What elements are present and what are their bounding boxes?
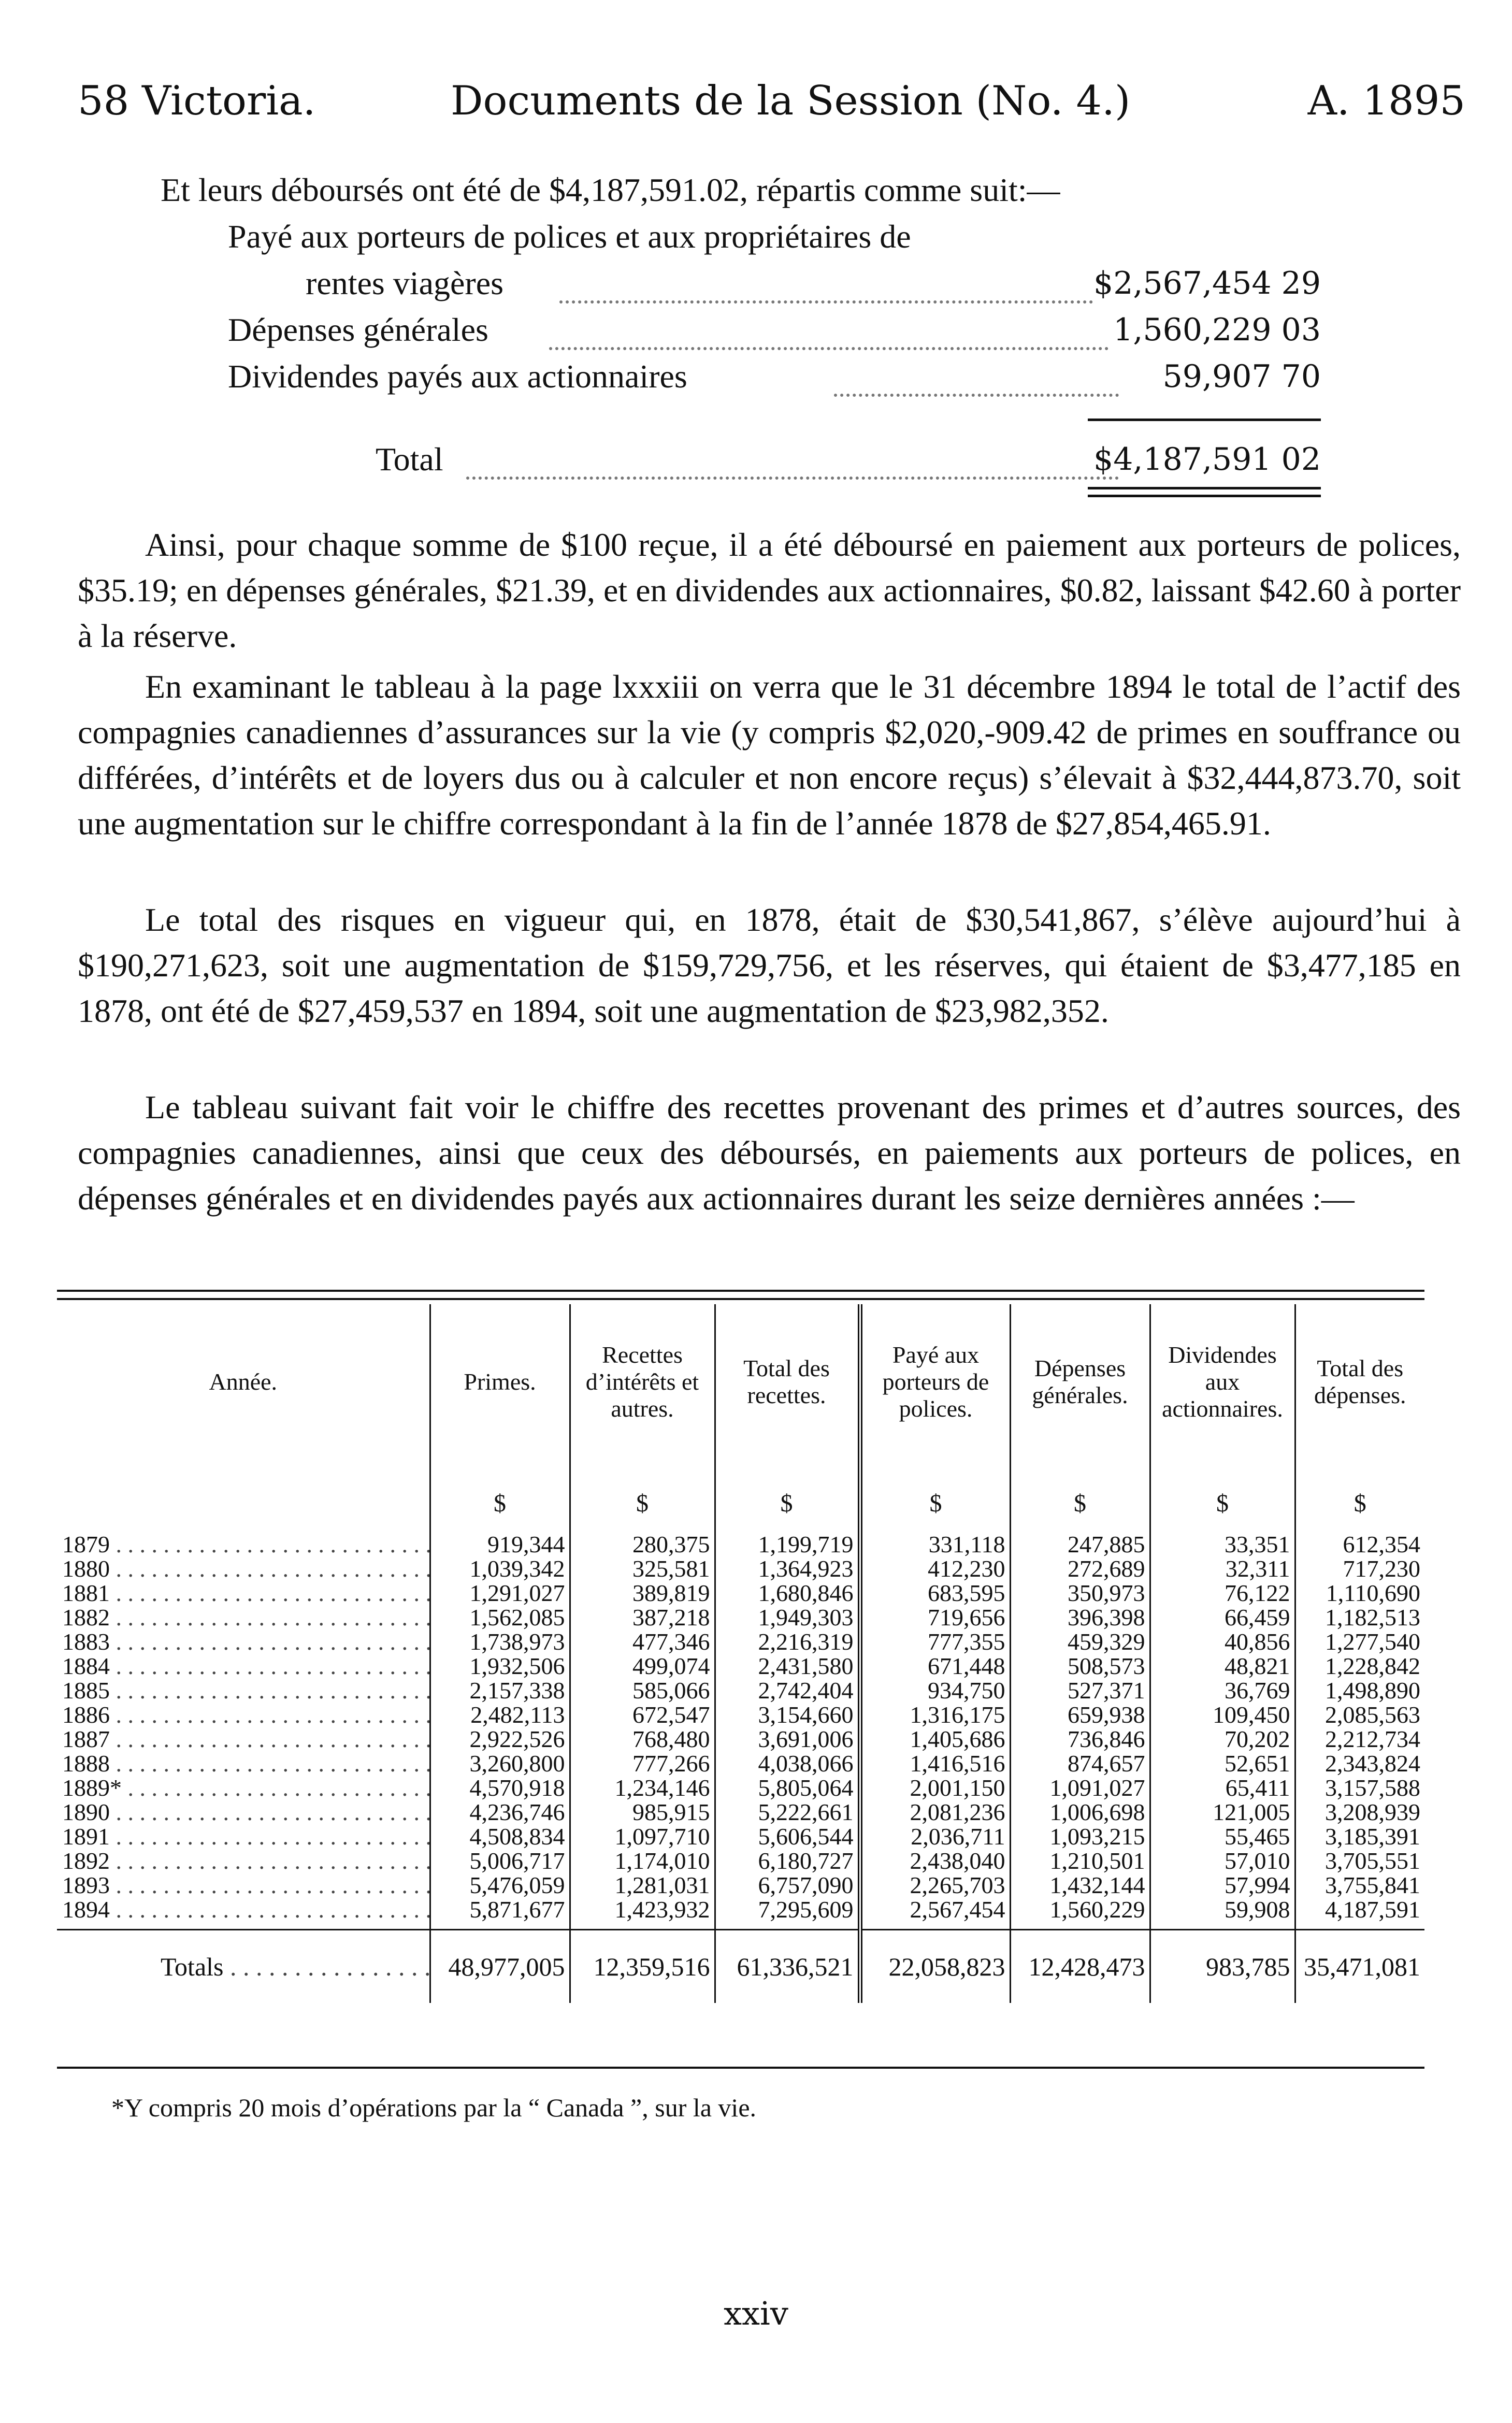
value-cell: 2,438,040 <box>860 1849 1010 1873</box>
expense-label: Payé aux porteurs de polices et aux propriétaires de <box>228 218 911 255</box>
value-cell: 325,581 <box>570 1556 715 1581</box>
currency-symbol: $ <box>430 1460 570 1532</box>
year-cell <box>57 1776 430 1800</box>
year-label: 1880 . . . <box>62 1556 430 1581</box>
value-cell: 1,110,690 <box>1295 1581 1424 1605</box>
value-cell: 2,001,150 <box>860 1776 1010 1800</box>
value-cell: 412,230 <box>860 1556 1010 1581</box>
value-cell: 65,411 <box>1150 1776 1295 1800</box>
table-row <box>57 1654 1424 1678</box>
col-header-year: Année. <box>209 1368 278 1395</box>
value-cell: 396,398 <box>1010 1605 1150 1629</box>
value-cell: 70,202 <box>1150 1727 1295 1751</box>
total-value-cell: 12,359,516 <box>570 1930 715 2003</box>
header-session: 58 Victoria. <box>78 78 316 124</box>
value-cell: 1,006,698 <box>1010 1800 1150 1824</box>
value-cell: 76,122 <box>1150 1581 1295 1605</box>
table-row <box>57 1776 1424 1800</box>
value-cell: 585,066 <box>570 1678 715 1703</box>
total-amount: $4,187,591 02 <box>1093 441 1321 478</box>
paragraph-risks: Le total des risques en vigueur qui, en 1878, était de $30,541,867, s’élève aujourd’hui à $190,271,623, soit une augmentation de $159,729,756, et les réserves, qui étaient de $3,477,185 en 1878, ont été de $27,459,537 en 1894, soit une augmentation de $23,982,352. <box>78 901 1461 1029</box>
total-value-cell: 983,785 <box>1150 1930 1295 2003</box>
table-row <box>57 1678 1424 1703</box>
value-cell: 1,932,506 <box>430 1654 570 1678</box>
table-header-row <box>57 1304 1424 1460</box>
col-header-paid-policyholders: Payé aux porteurs de polices. <box>860 1304 1010 1460</box>
value-cell: 2,216,319 <box>715 1629 860 1654</box>
value-cell: 1,423,932 <box>570 1897 715 1922</box>
sum-rule <box>1088 419 1321 421</box>
year-label: 1884 . . . <box>62 1654 430 1678</box>
value-cell: 459,329 <box>1010 1629 1150 1654</box>
value-cell: 6,757,090 <box>715 1873 860 1897</box>
value-cell: 659,938 <box>1010 1703 1150 1727</box>
value-cell: 1,097,710 <box>570 1824 715 1849</box>
value-cell: 33,351 <box>1150 1532 1295 1556</box>
header-title: Documents de la Session (No. 4.) <box>451 78 1131 124</box>
expense-label: Dividendes payés aux actionnaires <box>228 358 687 395</box>
value-cell: 1,405,686 <box>860 1727 1010 1751</box>
value-cell: 1,039,342 <box>430 1556 570 1581</box>
year-label: 1893 . . . <box>62 1873 430 1897</box>
value-cell: 66,459 <box>1150 1605 1295 1629</box>
intro-line: Et leurs déboursés ont été de $4,187,591.02, répartis comme suit:— <box>161 171 1060 208</box>
year-label: 1879 . . . <box>62 1532 430 1556</box>
value-cell: 1,316,175 <box>860 1703 1010 1727</box>
year-label: 1890 . . . <box>62 1800 430 1824</box>
table-row <box>57 1605 1424 1629</box>
value-cell: 2,567,454 <box>860 1897 1010 1922</box>
year-cell <box>57 1897 430 1922</box>
table-bottom-rule <box>57 2067 1424 2069</box>
expense-label: rentes viagères <box>306 265 504 301</box>
value-cell: 2,742,404 <box>715 1678 860 1703</box>
value-cell: 3,154,660 <box>715 1703 860 1727</box>
table-row <box>57 1873 1424 1897</box>
total-value-cell: 61,336,521 <box>715 1930 860 2003</box>
table-row <box>57 1532 1424 1556</box>
col-header-general-expenses: Dépenses générales. <box>1010 1304 1150 1460</box>
expense-breakdown <box>228 218 1321 435</box>
year-label: 1892 . . . <box>62 1849 430 1873</box>
col-header-total-expenses: Total des dépenses. <box>1295 1304 1424 1460</box>
value-cell: 3,755,841 <box>1295 1873 1424 1897</box>
value-cell: 1,182,513 <box>1295 1605 1424 1629</box>
value-cell: 671,448 <box>860 1654 1010 1678</box>
value-cell: 55,465 <box>1150 1824 1295 1849</box>
value-cell: 3,705,551 <box>1295 1849 1424 1873</box>
col-header-premiums: Primes. <box>430 1304 570 1460</box>
total-rule <box>1088 495 1321 497</box>
year-cell <box>57 1800 430 1824</box>
value-cell: 1,416,516 <box>860 1751 1010 1776</box>
value-cell: 874,657 <box>1010 1751 1150 1776</box>
value-cell: 6,180,727 <box>715 1849 860 1873</box>
value-cell: 508,573 <box>1010 1654 1150 1678</box>
value-cell: 1,228,842 <box>1295 1654 1424 1678</box>
value-cell: 1,277,540 <box>1295 1629 1424 1654</box>
total-value-cell: 22,058,823 <box>860 1930 1010 2003</box>
value-cell: 36,769 <box>1150 1678 1295 1703</box>
value-cell: 477,346 <box>570 1629 715 1654</box>
year-cell <box>57 1581 430 1605</box>
value-cell: 985,915 <box>570 1800 715 1824</box>
value-cell: 2,157,338 <box>430 1678 570 1703</box>
value-cell: 4,187,591 <box>1295 1897 1424 1922</box>
value-cell: 1,199,719 <box>715 1532 860 1556</box>
total-value-cell: 48,977,005 <box>430 1930 570 2003</box>
expense-amount: $2,567,454 29 <box>1093 265 1321 301</box>
currency-symbol: $ <box>1010 1460 1150 1532</box>
value-cell: 57,010 <box>1150 1849 1295 1873</box>
expense-total <box>228 440 1321 502</box>
header-year: A. 1895 <box>1307 78 1465 124</box>
value-cell: 612,354 <box>1295 1532 1424 1556</box>
dot-leader <box>549 347 1108 350</box>
year-cell <box>57 1629 430 1654</box>
year-cell <box>57 1824 430 1849</box>
table-row <box>57 1629 1424 1654</box>
value-cell: 919,344 <box>430 1532 570 1556</box>
value-cell: 4,038,066 <box>715 1751 860 1776</box>
value-cell: 1,562,085 <box>430 1605 570 1629</box>
expense-amount: 1,560,229 03 <box>1113 312 1321 348</box>
currency-symbol: $ <box>570 1460 715 1532</box>
table-row <box>57 1800 1424 1824</box>
value-cell: 3,208,939 <box>1295 1800 1424 1824</box>
value-cell: 272,689 <box>1010 1556 1150 1581</box>
col-header-interest: Recettes d’intérêts et autres. <box>570 1304 715 1460</box>
value-cell: 57,994 <box>1150 1873 1295 1897</box>
value-cell: 5,606,544 <box>715 1824 860 1849</box>
value-cell: 32,311 <box>1150 1556 1295 1581</box>
table-row <box>57 1703 1424 1727</box>
value-cell: 719,656 <box>860 1605 1010 1629</box>
total-rule <box>1088 487 1321 489</box>
spacer-row <box>57 1922 1424 1930</box>
total-label: Total <box>376 441 443 478</box>
col-header-dividends: Dividendes aux actionnaires. <box>1150 1304 1295 1460</box>
table-row <box>57 1751 1424 1776</box>
value-cell: 5,871,677 <box>430 1897 570 1922</box>
value-cell: 331,118 <box>860 1532 1010 1556</box>
value-cell: 2,431,580 <box>715 1654 860 1678</box>
currency-symbol: $ <box>1295 1460 1424 1532</box>
currency-symbol: $ <box>860 1460 1010 1532</box>
year-cell <box>57 1727 430 1751</box>
currency-row <box>57 1460 1424 1532</box>
value-cell: 777,266 <box>570 1751 715 1776</box>
value-cell: 4,508,834 <box>430 1824 570 1849</box>
paragraph-assets: En examinant le tableau à la page lxxxiii on verra que le 31 décembre 1894 le total de l’actif des compagnies canadiennes d’assurances sur la vie (y compris $2,020,-909.42 de primes en souffrance ou différées, d’intérêts et de loyers dus ou à calculer et non encore reçus) s’élevait à $32,444,873.70, soit une augmentation sur le chiffre correspondant à la fin de l’année 1878 de $27,854,465.91. <box>78 668 1461 842</box>
year-cell <box>57 1703 430 1727</box>
value-cell: 5,805,064 <box>715 1776 860 1800</box>
value-cell: 247,885 <box>1010 1532 1150 1556</box>
table-top-rule <box>57 1298 1424 1300</box>
currency-symbol: $ <box>1150 1460 1295 1532</box>
paragraph-table-intro: Le tableau suivant fait voir le chiffre des recettes provenant des primes et d’autres sources, des compagnies canadiennes, ainsi que ceux des déboursés, en paiements aux porteurs de polices, en dépenses générales et en dividendes payés aux actionnaires durant les seize dernières années :— <box>78 1089 1461 1217</box>
table-row <box>57 1824 1424 1849</box>
value-cell: 1,364,923 <box>715 1556 860 1581</box>
value-cell: 109,450 <box>1150 1703 1295 1727</box>
year-cell <box>57 1605 430 1629</box>
value-cell: 1,498,890 <box>1295 1678 1424 1703</box>
receipts-disbursements-table <box>57 1304 1424 2003</box>
value-cell: 934,750 <box>860 1678 1010 1703</box>
totals-label-text: Totals . . . <box>161 1952 430 1981</box>
currency-symbol: $ <box>715 1460 860 1532</box>
year-label: 1885 . . . <box>62 1678 430 1703</box>
year-label: 1883 . . . <box>62 1629 430 1654</box>
year-label: 1891 . . . <box>62 1824 430 1849</box>
value-cell: 52,651 <box>1150 1751 1295 1776</box>
value-cell: 1,234,146 <box>570 1776 715 1800</box>
value-cell: 777,355 <box>860 1629 1010 1654</box>
table-top-rule <box>57 1290 1424 1292</box>
value-cell: 1,738,973 <box>430 1629 570 1654</box>
total-value-cell: 12,428,473 <box>1010 1930 1150 2003</box>
value-cell: 387,218 <box>570 1605 715 1629</box>
footnote: *Y compris 20 mois d’opérations par la “ Canada ”, sur la vie. <box>111 2093 757 2122</box>
year-cell <box>57 1556 430 1581</box>
value-cell: 2,036,711 <box>860 1824 1010 1849</box>
value-cell: 5,006,717 <box>430 1849 570 1873</box>
total-value-cell: 35,471,081 <box>1295 1930 1424 2003</box>
value-cell: 1,281,031 <box>570 1873 715 1897</box>
page-header <box>78 78 1465 135</box>
dot-leader <box>834 394 1119 397</box>
value-cell: 768,480 <box>570 1727 715 1751</box>
value-cell: 48,821 <box>1150 1654 1295 1678</box>
year-cell <box>57 1751 430 1776</box>
value-cell: 4,236,746 <box>430 1800 570 1824</box>
value-cell: 2,343,824 <box>1295 1751 1424 1776</box>
year-cell <box>57 1654 430 1678</box>
value-cell: 1,210,501 <box>1010 1849 1150 1873</box>
value-cell: 2,212,734 <box>1295 1727 1424 1751</box>
value-cell: 5,222,661 <box>715 1800 860 1824</box>
value-cell: 1,174,010 <box>570 1849 715 1873</box>
col-header-total-receipts: Total des recettes. <box>715 1304 860 1460</box>
year-label: 1886 . . . <box>62 1703 430 1727</box>
year-label: 1888 . . . <box>62 1751 430 1776</box>
value-cell: 7,295,609 <box>715 1897 860 1922</box>
value-cell: 1,432,144 <box>1010 1873 1150 1897</box>
value-cell: 2,922,526 <box>430 1727 570 1751</box>
value-cell: 280,375 <box>570 1532 715 1556</box>
table-row <box>57 1849 1424 1873</box>
year-cell <box>57 1532 430 1556</box>
table-row <box>57 1727 1424 1751</box>
year-label: 1889* . . . <box>62 1776 430 1800</box>
value-cell: 4,570,918 <box>430 1776 570 1800</box>
year-label: 1882 . . . <box>62 1605 430 1629</box>
year-cell <box>57 1873 430 1897</box>
value-cell: 527,371 <box>1010 1678 1150 1703</box>
table-row <box>57 1897 1424 1922</box>
value-cell: 499,074 <box>570 1654 715 1678</box>
value-cell: 1,093,215 <box>1010 1824 1150 1849</box>
value-cell: 3,157,588 <box>1295 1776 1424 1800</box>
value-cell: 2,081,236 <box>860 1800 1010 1824</box>
value-cell: 2,265,703 <box>860 1873 1010 1897</box>
table-row <box>57 1556 1424 1581</box>
year-label: 1894 . . . <box>62 1897 430 1922</box>
value-cell: 2,085,563 <box>1295 1703 1424 1727</box>
value-cell: 1,560,229 <box>1010 1897 1150 1922</box>
expense-label: Dépenses générales <box>228 311 488 348</box>
value-cell: 389,819 <box>570 1581 715 1605</box>
year-cell <box>57 1849 430 1873</box>
table-row <box>57 1581 1424 1605</box>
value-cell: 1,291,027 <box>430 1581 570 1605</box>
value-cell: 1,091,027 <box>1010 1776 1150 1800</box>
value-cell: 2,482,113 <box>430 1703 570 1727</box>
value-cell: 3,185,391 <box>1295 1824 1424 1849</box>
value-cell: 5,476,059 <box>430 1873 570 1897</box>
value-cell: 717,230 <box>1295 1556 1424 1581</box>
year-label: 1881 . . . <box>62 1581 430 1605</box>
value-cell: 3,260,800 <box>430 1751 570 1776</box>
year-cell <box>57 1678 430 1703</box>
totals-row <box>57 1930 1424 2003</box>
value-cell: 1,949,303 <box>715 1605 860 1629</box>
value-cell: 672,547 <box>570 1703 715 1727</box>
paragraph-ratios: Ainsi, pour chaque somme de $100 reçue, il a été déboursé en paiement aux porteurs de polices, $35.19; en dépenses générales, $21.39, et en dividendes aux actionnaires, $0.82, laissant $42.60 à porter à la réserve. <box>78 526 1461 654</box>
year-label: 1887 . . . <box>62 1727 430 1751</box>
dot-leader <box>466 477 1119 480</box>
value-cell: 1,680,846 <box>715 1581 860 1605</box>
value-cell: 350,973 <box>1010 1581 1150 1605</box>
page-number: xxiv <box>724 2295 788 2332</box>
value-cell: 59,908 <box>1150 1897 1295 1922</box>
totals-label <box>57 1930 430 2003</box>
value-cell: 121,005 <box>1150 1800 1295 1824</box>
value-cell: 3,691,006 <box>715 1727 860 1751</box>
value-cell: 40,856 <box>1150 1629 1295 1654</box>
dot-leader <box>559 300 1093 304</box>
expense-amount: 59,907 70 <box>1162 358 1321 395</box>
value-cell: 736,846 <box>1010 1727 1150 1751</box>
value-cell: 683,595 <box>860 1581 1010 1605</box>
